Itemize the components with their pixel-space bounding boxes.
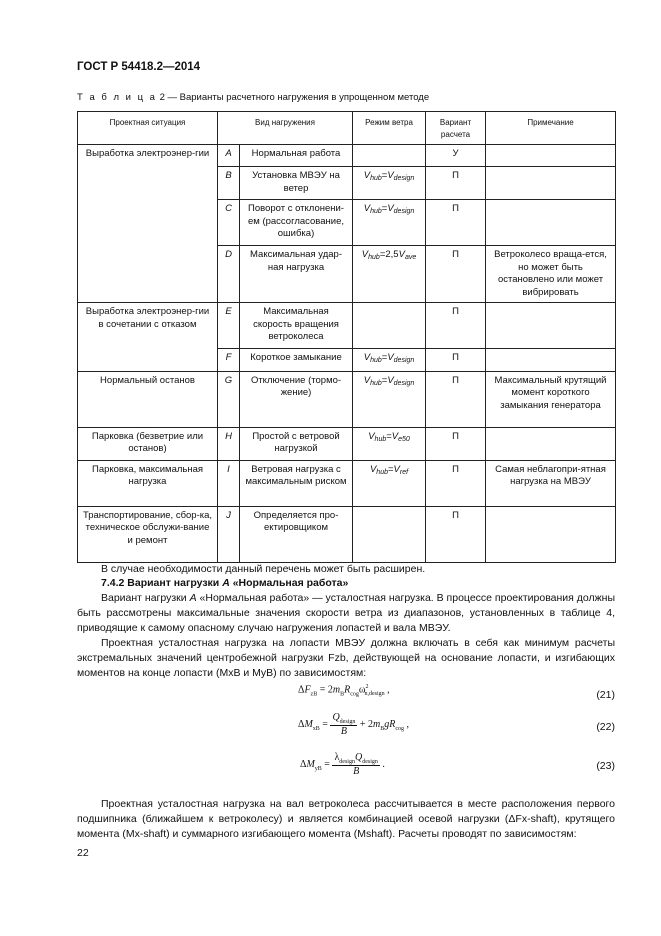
table-row — [78, 506, 616, 562]
load-cell: Определяется про-ектировщиком — [240, 506, 353, 562]
situation-cell: Нормальный останов — [78, 371, 218, 427]
note-cell — [486, 145, 616, 167]
wind-cell: $V_{hub}=V_{design}$ — [353, 200, 426, 246]
wind-cell: $V_{hub}=V_{design}$ — [353, 167, 426, 200]
calc-cell: П — [426, 303, 486, 349]
load-cell: Максимальная удар-ная нагрузка — [240, 246, 353, 303]
calc-cell: П — [426, 371, 486, 427]
equation-21: $\Delta F_{zB} = 2m_BR_{cog}\omega^2_{n,design}$ , — [298, 684, 390, 698]
note-cell — [486, 427, 616, 460]
table-row — [78, 371, 616, 427]
load-cell: Нормальная работа — [240, 145, 353, 167]
paragraph-extension: В случае необходимости данный перечень может быть расширен. — [101, 563, 426, 575]
wind-cell: $V_{hub}=V_{design}$ — [353, 349, 426, 372]
load-cell: Короткое замыкание — [240, 349, 353, 372]
note-cell: Максимальный крутящий момент короткого замыкания генератора — [486, 371, 616, 427]
calc-cell: П — [426, 167, 486, 200]
load-cell: Простой с ветровой нагрузкой — [240, 427, 353, 460]
note-cell: Ветроколесо враща-ется, но может быть остановлено или может вибрировать — [486, 246, 616, 303]
table-row — [78, 427, 616, 460]
col-header-situation: Проектная ситуация — [78, 112, 218, 145]
col-header-wind: Режим ветра — [353, 112, 426, 145]
load-cell: Поворот с отклонени-ем (рассогласование, ошибка) — [240, 200, 353, 246]
col-header-note: Примечание — [486, 112, 616, 145]
case-code: B — [218, 167, 240, 200]
section-heading: 7.4.2 Вариант нагрузки A «Нормальная работа» — [101, 577, 349, 589]
note-cell — [486, 167, 616, 200]
table-row — [78, 145, 616, 167]
situation-cell: Парковка (безветрие или останов) — [78, 427, 218, 460]
calc-cell: П — [426, 460, 486, 506]
case-code: J — [218, 506, 240, 562]
case-code: G — [218, 371, 240, 427]
equation-22: $\Delta M_{xB}$ = $\frac{Q_{design}}{B}$ + $2m_BgR_{cog}$ , — [298, 712, 410, 737]
calc-cell: П — [426, 246, 486, 303]
calc-cell: П — [426, 427, 486, 460]
note-cell — [486, 200, 616, 246]
situation-cell: Выработка электроэнер-гии в сочетании с отказом — [78, 303, 218, 372]
load-cell: Установка МВЭУ на ветер — [240, 167, 353, 200]
equation-number: (22) — [596, 721, 615, 733]
col-header-calc: Вариант расчета — [426, 112, 486, 145]
calc-cell: П — [426, 506, 486, 562]
case-code: E — [218, 303, 240, 349]
case-code: C — [218, 200, 240, 246]
equation-number: (21) — [596, 689, 615, 701]
paragraph-shaft-loads: Проектная усталостная нагрузка на вал ветроколеса рассчитывается в месте расположения первого подшипника (ближайшем к ветроколесу) и является комбинацией осевой нагрузки (ΔFx-shaft), крутящего момента (Mx-shaft) и суммарного изгибающего момента (Mshaft). Расчеты проводят по зависимостям: — [77, 798, 615, 840]
wind-cell — [353, 145, 426, 167]
wind-cell — [353, 506, 426, 562]
paragraph-load-case-a: Вариант нагрузки A «Нормальная работа» — усталостная нагрузка. В процессе проектирования должны быть рассмотрены максимальные значения скорости ветра из диапазонов, установленных в таблице 4, приводящие к самому опасному случаю нагружения лопастей и вала МВЭУ. — [77, 592, 616, 634]
page-number: 22 — [77, 847, 89, 859]
note-cell — [486, 303, 616, 349]
note-cell — [486, 349, 616, 372]
calc-cell: П — [426, 200, 486, 246]
calc-cell: П — [426, 349, 486, 372]
case-code: D — [218, 246, 240, 303]
load-cell: Ветровая нагрузка с максимальным риском — [240, 460, 353, 506]
load-cell: Максимальная скорость вращения ветроколеса — [240, 303, 353, 349]
situation-cell: Транспортирование, сбор-ка, техническое обслужи-вание и ремонт — [78, 506, 218, 562]
paragraph-blade-loads: Проектная усталостная нагрузка на лопасти МВЭУ должна включать в себя как минимум расчеты экстремальных значений центробежной нагрузки Fzb, действующей на основание лопасти, и изгибающих моментов на конце лопасти (MxB и MyB) по зависимостям: — [77, 637, 615, 679]
note-cell — [486, 506, 616, 562]
wind-cell: $V_{hub}=V_{ref}$ — [353, 460, 426, 506]
wind-cell: $V_{hub}=V_{design}$ — [353, 371, 426, 427]
note-cell: Самая неблагопри-ятная нагрузка на МВЭУ — [486, 460, 616, 506]
situation-cell: Парковка, максимальная нагрузка — [78, 460, 218, 506]
wind-cell — [353, 303, 426, 349]
document-header: ГОСТ Р 54418.2—2014 — [77, 61, 201, 73]
calc-cell: У — [426, 145, 486, 167]
situation-cell: Выработка электроэнер-гии — [78, 145, 218, 303]
equation-23: $\Delta M_{yB}$ = $\frac{\lambda_{design}Q_{design}}{B}$ . — [300, 752, 385, 777]
case-code: I — [218, 460, 240, 506]
equation-number: (23) — [596, 760, 615, 772]
wind-cell: $V_{hub}=V_{e50}$ — [353, 427, 426, 460]
wind-cell: $V_{hub}=2,5V_{ave}$ — [353, 246, 426, 303]
table-caption: Т а б л и ц а 2 — Варианты расчетного нагружения в упрощенном методе — [77, 92, 430, 103]
case-code: H — [218, 427, 240, 460]
load-cases-table — [77, 111, 616, 563]
table-row — [78, 460, 616, 506]
load-cell: Отключение (тормо-жение) — [240, 371, 353, 427]
table-row — [78, 303, 616, 349]
table-header-row — [78, 112, 616, 145]
col-header-load: Вид нагружения — [218, 112, 353, 145]
case-code: F — [218, 349, 240, 372]
case-code: A — [218, 145, 240, 167]
